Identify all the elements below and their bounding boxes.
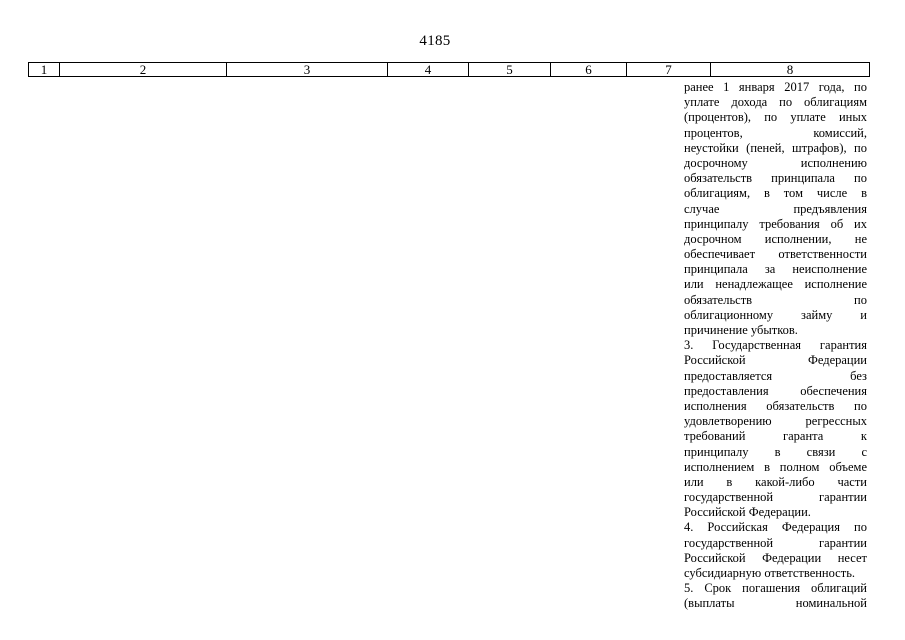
column-header-6: 6 bbox=[550, 63, 626, 76]
text-line: досрочном исполнении, не bbox=[684, 231, 867, 246]
text-line: принципала за неисполнение bbox=[684, 262, 867, 277]
text-line: обеспечивает ответственности bbox=[684, 247, 867, 262]
text-line: неустойки (пеней, штрафов), по bbox=[684, 140, 867, 155]
column-header-4: 4 bbox=[387, 63, 468, 76]
column-8-text bbox=[684, 80, 867, 612]
text-line: или ненадлежащее исполнение bbox=[684, 277, 867, 292]
text-line: субсидиарную ответственность. bbox=[684, 566, 856, 580]
text-line: облигационному займу и bbox=[684, 307, 867, 322]
text-line: требований гаранта к bbox=[684, 429, 867, 444]
text-line: исполнения обязательств по bbox=[684, 398, 867, 413]
text-line: удовлетворению регрессных bbox=[684, 414, 867, 429]
text-line: обязательств принципала по bbox=[684, 171, 867, 186]
text-line: (выплаты номинальной bbox=[684, 596, 867, 611]
text-line: процентов, комиссий, bbox=[684, 125, 867, 140]
column-header-1: 1 bbox=[40, 62, 48, 77]
text-line: облигациям, в том числе в bbox=[684, 186, 867, 201]
text-line: государственной гарантии bbox=[684, 490, 867, 505]
text-line: Российской Федерации несет bbox=[684, 550, 867, 565]
text-line: уплате дохода по облигациям bbox=[684, 95, 867, 110]
page-number: 4185 bbox=[419, 33, 451, 49]
text-line: обязательств по bbox=[684, 292, 867, 307]
text-line: предоставления обеспечения bbox=[684, 383, 867, 398]
text-line: случае предъявления bbox=[684, 201, 867, 216]
column-header-8: 8 bbox=[710, 63, 869, 76]
text-line: принципалу требования об их bbox=[684, 216, 867, 231]
text-line: Российской Федерации. bbox=[684, 505, 811, 520]
text-line: Российской Федерации bbox=[684, 353, 867, 368]
text-line: предоставляется без bbox=[684, 368, 867, 383]
table-header-row bbox=[28, 62, 870, 77]
text-line: причинение убытков. bbox=[684, 323, 798, 337]
column-header-3: 3 bbox=[226, 63, 387, 76]
text-line: 5. Срок погашения облигаций bbox=[684, 581, 867, 596]
text-line: исполнением в полном объеме bbox=[684, 459, 867, 474]
text-line: ранее 1 января 2017 года, по bbox=[684, 80, 867, 94]
text-line: принципалу в связи с bbox=[684, 444, 867, 459]
text-line: (процентов), по уплате иных bbox=[684, 110, 867, 125]
text-line: или в какой-либо части bbox=[684, 474, 867, 489]
column-header-5: 5 bbox=[468, 63, 550, 76]
text-line: 4. Российская Федерация по bbox=[684, 520, 867, 535]
column-header-2: 2 bbox=[59, 63, 226, 76]
text-line: государственной гарантии bbox=[684, 535, 867, 550]
text-line: 3. Государственная гарантия bbox=[684, 338, 867, 353]
column-header-7: 7 bbox=[626, 63, 710, 76]
text-line: досрочному исполнению bbox=[684, 155, 867, 170]
